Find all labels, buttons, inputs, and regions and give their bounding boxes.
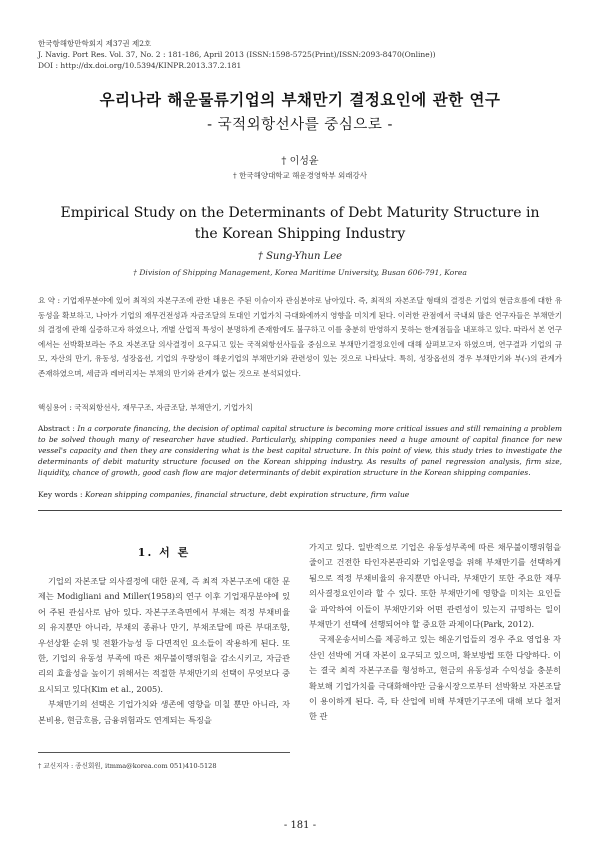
abstract-ko: 요 약 : 기업재무분야에 있어 최적의 자본구조에 관한 내용은 주된 이슈이자 관심분야로 남아있다. 즉, 최적의 자본조달 형태의 결정은 기업의 현금흐름에 대한 유동성을 확보하고, 나아가 기업의 재무건전성과 자금조달의 토대인 기업가치 극대화에까지 영향을 미치게 된다. 이러한 관점에서 국내외 많은 연구자들은 부채만기의 결정에 관해 실증하고자 하였으나, 개별 산업적 특성이 분명하게 존재함에도 불구하고 이를 충분히 반영하지 못하는 한계점들을 내포하고 있다. 따라서 본 연구에서는 선박확보라는 주요 자본조달 의사결정이 요구되고 있는 국적외항선사들을 중심으로 부채만기결정요인에 대해 살펴보고자 하였으며, 연구결과 기업의 규모, 자산의 만기, 유동성, 성장옵션, 기업의 우량성이 해운기업의 부채만기와 관련성이 있는 것으로 나타났다. 특히, 성장옵션의 경우 부채만기와 부(-)의 관계가 존재하였으며, 세금과 레버리지는 부채의 만기와 관계가 없는 것으로 분석되었다. — [38, 296, 562, 378]
abstract-en-label: Abstract : — [38, 424, 78, 433]
body-paragraph: 부채만기의 선택은 기업가치와 생존에 영향을 미칠 뿐만 아니라, 자본비용, 현금흐름, 금융위험과도 연계되는 특징을 — [38, 699, 290, 725]
journal-name-ko: 한국항해항만학회지 제37권 제2호 — [38, 39, 152, 48]
journal-header — [38, 38, 436, 71]
abstract-divider — [38, 510, 562, 511]
author-ko: † 이성윤 — [281, 156, 319, 167]
section-heading-introduction: 1. 서 론 — [137, 546, 191, 559]
author-en: † Sung-Yhun Lee — [257, 251, 343, 262]
body-column-left — [38, 574, 290, 728]
affiliation-en: † Division of Shipping Management, Korea Maritime University, Busan 606-791, Korea — [133, 268, 467, 277]
affiliation-ko: † 한국해양대학교 해운경영학부 외래강사 — [232, 171, 368, 180]
abstract-en — [38, 423, 562, 478]
keywords-en-label: Key words : — [38, 490, 85, 499]
body-paragraph: 기업의 자본조달 의사결정에 대한 문제, 즉 최적 자본구조에 대한 문제는 Modigliani and Miller(1958)의 연구 이후 기업재무분야에 있어 주된 관심사로 남아 있다. 자본구조측면에서 부채는 적정 부채비율의 유지뿐만 아니라, 부채의 종류나 만기, 부채조달에 따른 부대조항, 우선상환 순위 및 전환가능성 등 다면적인 요소들이 작용하게 된다. 또한, 기업의 유동성 부족에 따른 채무불이행위험을 감소시키고, 자금관리의 효율성을 높이기 위해서는 적절한 부채만기의 선택이 무엇보다 중요시되고 있다(Kim et al., 2005). — [38, 576, 290, 694]
abstract-en-text: In a corporate financing, the decision of optimal capital structure is becoming more critical issues and still remaining a problem to be solved though many of researcher have studied. Particularly, shipping companies need a huge amount of capital finance for new vessel's capacity and then they are considering what is the best capital structure. In this point of view, this study tries to investigate the determinants of debit maturity structure focused on the Korean shipping industry. As results of panel regression analysis, firm size, liquidity, chance of growth, good cash flow are major determinants of debit expiration structure in the Korean shipping companies. — [38, 424, 562, 477]
keywords-en-text: Korean shipping companies, financial structure, debt expiration structure, firm value — [84, 490, 410, 499]
keywords-en — [38, 490, 409, 499]
paper-title-ko: 우리나라 해운물류기업의 부채만기 결정요인에 관한 연구 — [99, 90, 501, 109]
corresponding-author-footnote: † 교신저자 : 종신회원, itmma@korea.com 051)410-5128 — [38, 762, 217, 770]
footnote-divider — [38, 752, 290, 753]
body-column-right — [309, 540, 561, 725]
paper-title-en: Empirical Study on the Determinants of Debt Maturity Structure in the Korean Shipping Industry — [60, 205, 540, 242]
journal-citation: J. Navig. Port Res. Vol. 37, No. 2 : 181-186, April 2013 (ISSN:1598-5725(Print)/ISSN:2093-8470(Online)) — [38, 50, 436, 59]
keywords-ko: 핵심용어 : 국적외항선사, 재무구조, 자금조달, 부채만기, 기업가치 — [38, 403, 253, 412]
page-number: - 181 - — [283, 820, 317, 831]
doi-link[interactable]: DOI : http://dx.doi.org/10.5394/KINPR.2013.37.2.181 — [38, 61, 242, 70]
paper-subtitle-ko: - 국적외항선사를 중심으로 - — [207, 117, 393, 133]
body-paragraph: 국제운송서비스를 제공하고 있는 해운기업들의 경우 주요 영업용 자산인 선박에 거대 자본이 요구되고 있으며, 확보방법 또한 다양하다. 이는 결국 최적 자본구조를 형성하고, 현금의 유동성과 수익성을 충분히 확보해 기업가치를 극대화해야만 금융시장으로부터 선박확보 자본조달이 용이하게 된다. 즉, 타 산업에 비해 부채만기구조에 대해 보다 철저한 관 — [309, 634, 561, 722]
body-paragraph: 가지고 있다. 일반적으로 기업은 유동성부족에 따른 채무불이행위험을 줄이고 건전한 타인자본관리와 기업운영을 위해 부채만기를 선택하게 됨으로 적정 부채비율의 유지뿐만 아니라, 부채만기 또한 주요한 재무의사결정요인이라 할 수 있다. 또한 부채만기에 영향을 미치는 요인들을 파악하여 이들이 부채만기와 어떤 관련성이 있는지 규명하는 일이 부채만기 선택에 선행되어야 할 중요한 과제이다(Park, 2012). — [309, 542, 561, 630]
